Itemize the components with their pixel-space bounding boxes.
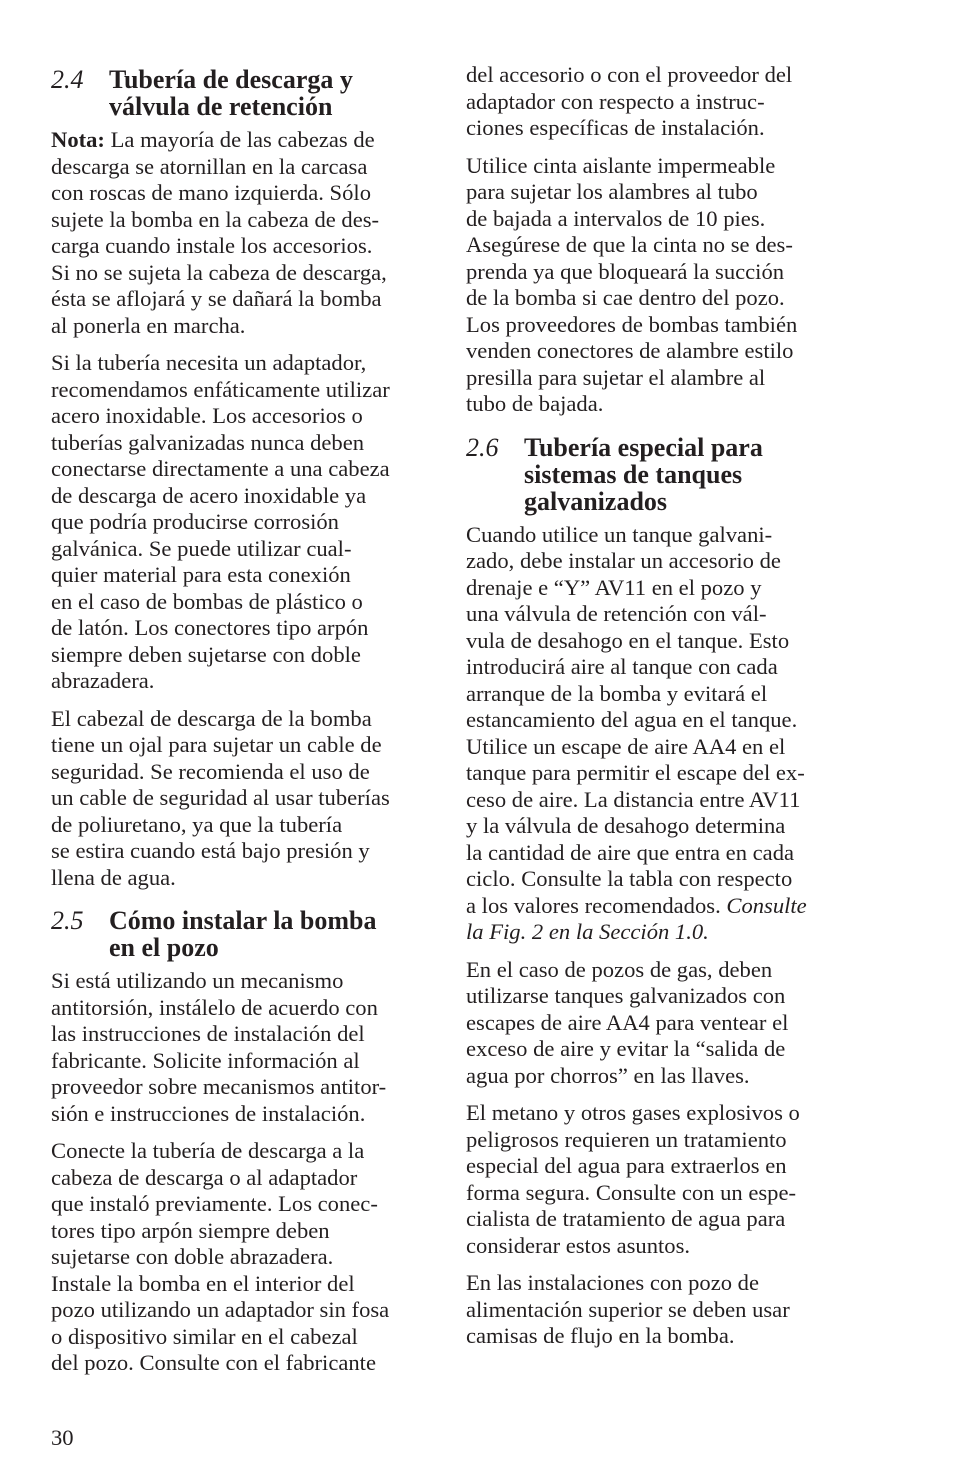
text-line: para sujetar los alambres al tubo	[466, 179, 758, 204]
text-line: ceso de aire. La distancia entre AV11	[466, 786, 801, 812]
text-line: carga cuando instale los accesorios.	[51, 233, 373, 258]
text-line: tanque para permitir el escape del ex-	[466, 760, 805, 785]
text-line: de descarga de acero inoxidable ya	[51, 482, 367, 508]
top-feed-paragraph	[466, 1270, 846, 1350]
text-line: acero inoxidable. Los accesorios o	[51, 403, 363, 428]
section-title-line: sistemas de tanques	[524, 459, 743, 489]
text-line: utilizarse tanques galvanizados con	[466, 983, 786, 1008]
text-line: vula de desahogo en el tanque. Esto	[466, 627, 790, 653]
text-line: peligrosos requieren un tratamiento	[466, 1126, 787, 1152]
text-line: del accesorio o con el proveedor del	[466, 62, 793, 87]
text-line: Conecte la tubería de descarga a la	[51, 1138, 365, 1163]
section-2-5-heading	[51, 907, 427, 961]
gas-wells-paragraph	[466, 957, 846, 1090]
text-line: drenaje e “Y” AV11 en el pozo y	[466, 574, 762, 600]
section-2-6-heading	[466, 434, 846, 515]
text-line: El metano y otros gases explosivos o	[466, 1100, 800, 1125]
text-line: conectarse directamente a una cabeza	[51, 456, 390, 481]
text-line: sión e instrucciones de instalación.	[51, 1100, 366, 1126]
methane-paragraph	[466, 1100, 846, 1259]
text-line: seguridad. Se recomienda el uso de	[51, 758, 370, 784]
text-line	[466, 893, 846, 920]
text-line: camisas de flujo en la bomba.	[466, 1323, 735, 1348]
section-number: 2.4	[51, 65, 84, 94]
text-line: introducirá aire al tanque con cada	[466, 654, 778, 679]
figure-reference: la Fig. 2 en la Sección 1.0.	[466, 919, 709, 944]
text-line: que instaló previamente. Los conec-	[51, 1191, 378, 1216]
note-paragraph	[51, 127, 427, 339]
text-line: recomendamos enfáticamente utilizar	[51, 376, 390, 402]
continuation-paragraph	[466, 62, 846, 142]
text-line: Si no se sujeta la cabeza de descarga,	[51, 259, 387, 285]
text-line: se estira cuando está bajo presión y	[51, 838, 370, 863]
connect-pipe-paragraph	[51, 1138, 427, 1377]
text-line: cabeza de descarga o al adaptador	[51, 1164, 358, 1190]
text-line: con roscas de mano izquierda. Sólo	[51, 180, 371, 205]
text-line: Si la tubería necesita un adaptador,	[51, 350, 367, 375]
text-line: quier material para esta conexión	[51, 562, 351, 587]
text-line: cialista de tratamiento de agua para	[466, 1206, 786, 1231]
text-line: tubo de bajada.	[466, 391, 604, 416]
text-line: Si está utilizando un mecanismo	[51, 968, 344, 993]
text-line: una válvula de retención con vál-	[466, 601, 767, 626]
text-line: antitorsión, instálelo de acuerdo con	[51, 994, 378, 1020]
text-line: ciclo. Consulte la tabla con respecto	[466, 866, 793, 891]
text-line: la cantidad de aire que entra en cada	[466, 839, 795, 865]
section-title	[109, 66, 353, 120]
text-line: de latón. Los conectores tipo arpón	[51, 615, 369, 640]
text-line: abrazadera.	[51, 668, 155, 693]
text-line: que podría producirse corrosión	[51, 509, 339, 534]
text-line: las instrucciones de instalación del	[51, 1021, 365, 1046]
text-line: al ponerla en marcha.	[51, 312, 246, 338]
text-line: Instale la bomba en el interior del	[51, 1270, 355, 1296]
note-label: Nota:	[51, 127, 105, 152]
text-line: Utilice cinta aislante impermeable	[466, 152, 776, 178]
section-number: 2.5	[51, 906, 84, 935]
section-title-line: válvula de retención	[109, 92, 333, 121]
text-line: forma segura. Consulte con un espe-	[466, 1179, 797, 1205]
text-segment: a los valores recomendados.	[466, 892, 727, 918]
text-line: Asegúrese de que la cinta no se des-	[466, 232, 793, 257]
text-line: En las instalaciones con pozo de	[466, 1270, 760, 1295]
text-line: tuberías galvanizadas nunca deben	[51, 429, 365, 455]
text-line: Cuando utilice un tanque galvani-	[466, 521, 773, 547]
text-line: fabricante. Solicite información al	[51, 1047, 360, 1073]
text-line: descarga se atornillan en la carcasa	[51, 153, 368, 179]
text-line: exceso de aire y evitar la “salida de	[466, 1036, 786, 1061]
section-title-line: galvanizados	[524, 486, 668, 516]
section-title-line: Cómo instalar la bomba	[109, 906, 377, 935]
section-title-line: Tubería especial para	[524, 432, 763, 462]
text-line: venden conectores de alambre estilo	[466, 338, 794, 363]
page-number: 30	[51, 1425, 74, 1450]
text-line: zado, debe instalar un accesorio de	[466, 548, 781, 573]
text-line: galvánica. Se puede utilizar cual-	[51, 535, 352, 561]
antitorsion-paragraph	[51, 968, 427, 1127]
text-line: y la válvula de desahogo determina	[466, 813, 786, 838]
adapter-paragraph	[51, 350, 427, 695]
text-line: llena de agua.	[51, 864, 176, 890]
section-title	[524, 434, 763, 515]
note-text: La mayoría de las cabezas de	[104, 127, 375, 152]
text-line: pozo utilizando un adaptador sin fosa	[51, 1297, 390, 1322]
text-line: siempre deben sujetarse con doble	[51, 641, 361, 667]
text-line: El cabezal de descarga de la bomba	[51, 705, 372, 731]
right-column	[466, 62, 846, 1361]
text-line: tiene un ojal para sujetar un cable de	[51, 732, 382, 757]
text-line: arranque de la bomba y evitará el	[466, 680, 768, 706]
section-title-line: en el pozo	[109, 933, 219, 962]
text-line: alimentación superior se deben usar	[466, 1296, 790, 1322]
text-line: En el caso de pozos de gas, deben	[466, 956, 773, 982]
section-number: 2.6	[466, 432, 499, 462]
text-line: ciones específicas de instalación.	[466, 115, 765, 140]
text-line: proveedor sobre mecanismos antitor-	[51, 1074, 387, 1099]
text-line	[51, 127, 427, 154]
text-line: estancamiento del agua en el tanque.	[466, 707, 798, 732]
text-line: prenda ya que bloqueará la succión	[466, 258, 785, 284]
text-line: agua por chorros” en las llaves.	[466, 1062, 750, 1088]
text-line: sujete la bomba en la cabeza de des-	[51, 206, 380, 232]
galvanized-tank-paragraph	[466, 522, 846, 946]
left-column	[51, 62, 427, 1388]
text-line: en el caso de bombas de plástico o	[51, 588, 363, 614]
text-line: de bajada a intervalos de 10 pies.	[466, 205, 766, 231]
text-line: considerar estos asuntos.	[466, 1232, 691, 1258]
section-2-4-heading	[51, 66, 427, 120]
section-title-line: Tubería de descarga y	[109, 65, 353, 94]
text-line: especial del agua para extraerlos en	[466, 1153, 787, 1178]
text-line: sujetarse con doble abrazadera.	[51, 1244, 334, 1269]
tape-paragraph	[466, 153, 846, 418]
figure-reference: Consulte	[726, 892, 807, 918]
text-line: Utilice un escape de aire AA4 en el	[466, 733, 786, 759]
text-line: de la bomba si cae dentro del pozo.	[466, 285, 785, 310]
text-line: escapes de aire AA4 para ventear el	[466, 1009, 789, 1035]
text-line: de poliuretano, ya que la tubería	[51, 811, 343, 837]
text-line: ésta se aflojará y se dañará la bomba	[51, 286, 382, 311]
section-title	[109, 907, 377, 961]
text-line: un cable de seguridad al usar tuberías	[51, 785, 390, 810]
text-line: presilla para sujetar el alambre al	[466, 364, 766, 390]
safety-cable-paragraph	[51, 706, 427, 892]
text-line: tores tipo arpón siempre deben	[51, 1217, 330, 1243]
text-line: adaptador con respecto a instruc-	[466, 88, 765, 114]
text-line: Los proveedores de bombas también	[466, 311, 798, 337]
text-line: o dispositivo similar en el cabezal	[51, 1323, 358, 1349]
text-line: del pozo. Consulte con el fabricante	[51, 1350, 376, 1375]
